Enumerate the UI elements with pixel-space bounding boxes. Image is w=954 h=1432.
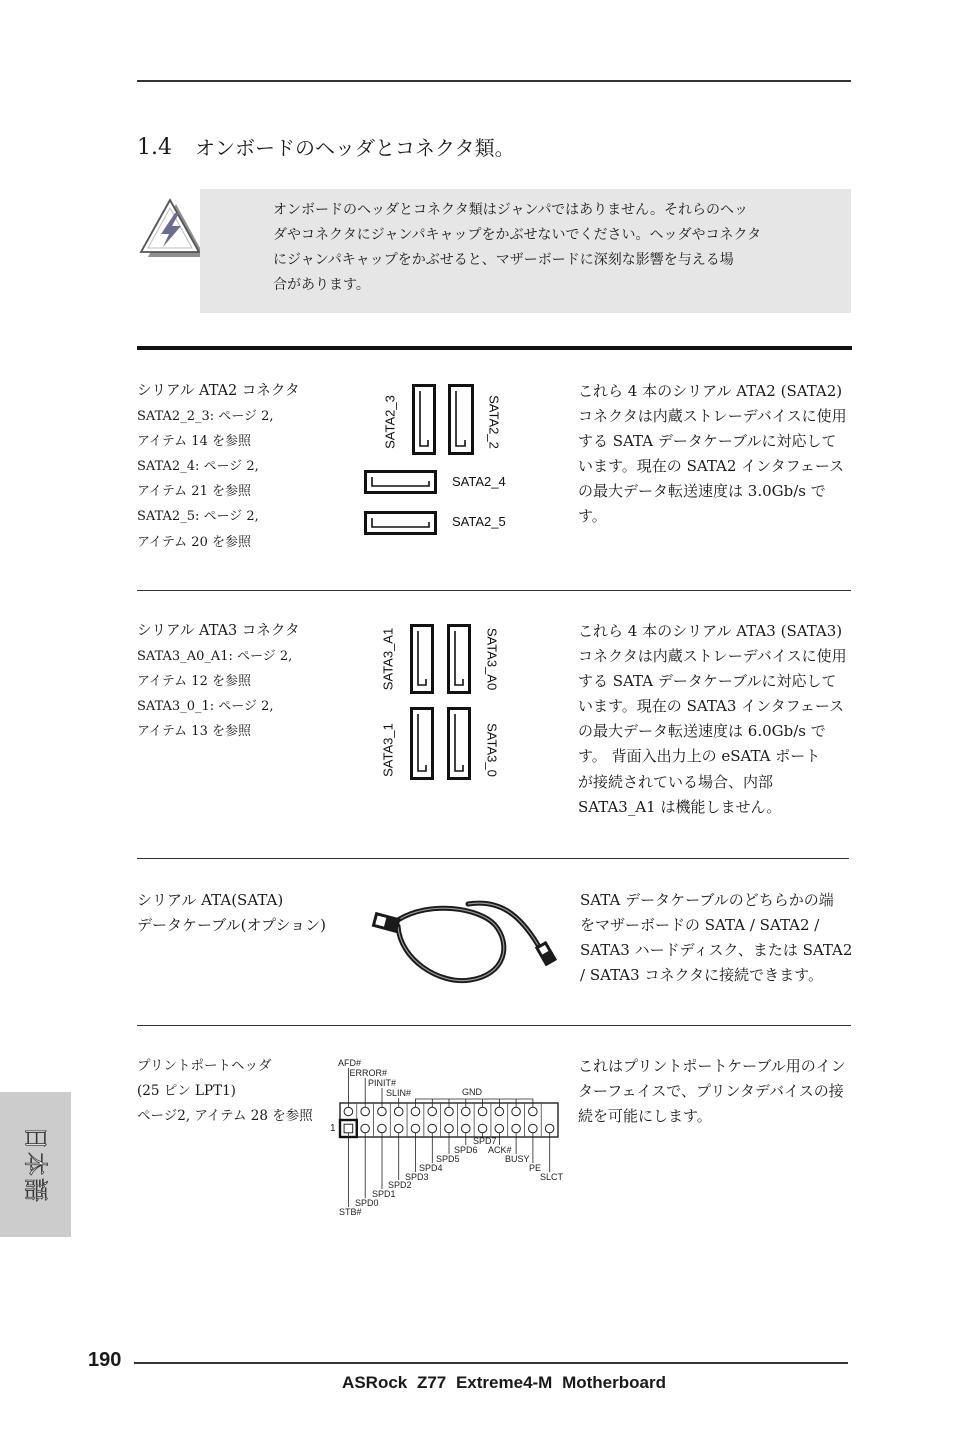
description-line: 続を可能にします。 <box>578 1106 712 1125</box>
pin <box>495 1124 504 1133</box>
connector-label: SATA2_5 <box>452 514 506 529</box>
description-line: コネクタは内蔵ストレーデバイスに使用 <box>578 406 847 425</box>
sata2-ref-line: アイテム 21 を参照 <box>137 484 251 500</box>
cable-loop <box>398 903 538 981</box>
sata2-ref-line: SATA2_5: ページ 2, <box>137 509 259 525</box>
description-line: する SATA データケーブルに対応して <box>578 431 837 450</box>
description-line: コネクタは内蔵ストレーデバイスに使用 <box>578 646 847 665</box>
section-number: 1.4 <box>137 135 172 160</box>
connector-label: SATA3_A0 <box>484 627 500 691</box>
sata2-5-connector <box>366 513 436 534</box>
connector-label: SATA2_2 <box>486 395 502 449</box>
description-line: す。 背面入出力上の eSATA ポート <box>578 747 821 766</box>
sata2-ref-line: SATA2_2_3: ページ 2, <box>137 408 274 424</box>
page-number: 190 <box>88 1349 122 1371</box>
pin-label: STB# <box>339 1207 362 1217</box>
language-tab-label: 日本語 <box>21 1126 50 1204</box>
pin <box>344 1107 353 1116</box>
pin <box>478 1124 487 1133</box>
pin <box>529 1124 538 1133</box>
lpt-ref-line: (25 ピン LPT1) <box>137 1082 236 1099</box>
pin <box>461 1107 470 1116</box>
pin-1 <box>344 1124 353 1133</box>
description-line: SATA データケーブルのどちらかの端 <box>580 890 834 909</box>
description-line: これはプリントポートケーブル用のイン <box>578 1056 846 1075</box>
sata3-0-connector <box>449 709 470 779</box>
description-line: をマザーボードの SATA / SATA2 / <box>580 915 820 934</box>
lpt-header-diagram <box>325 1050 570 1220</box>
section-divider <box>137 858 849 859</box>
pin <box>529 1107 538 1116</box>
sata2-2-connector <box>450 386 473 454</box>
description-line: / SATA3 コネクタに接続できます。 <box>580 966 823 985</box>
description-line: が接続されている場合、内部 <box>578 772 774 791</box>
description-line: これら 4 本のシリアル ATA2 (SATA2) <box>578 381 843 400</box>
description-line: SATA3_A1 は機能しません。 <box>578 797 782 816</box>
sata-cable-description <box>580 888 852 989</box>
pin <box>545 1124 554 1133</box>
connector-label: SATA3_1 <box>380 723 396 777</box>
description-line: する SATA データケーブルに対応して <box>578 671 837 690</box>
sata3-a1-connector <box>412 626 433 693</box>
pin-label: SPD1 <box>372 1189 396 1199</box>
pin-label: BUSY <box>505 1154 530 1164</box>
cable-plug-left <box>372 912 401 933</box>
warning-text <box>273 198 761 298</box>
pin <box>445 1124 454 1133</box>
warning-line: にジャンパキャップをかぶせると、マザーボードに深刻な影響を与える場 <box>273 251 734 268</box>
pin1-label: 1 <box>330 1123 336 1134</box>
description-line: の最大データ転送速度は 3.0Gb/s で <box>578 482 826 501</box>
sata2-ref-line: SATA2_4: ページ 2, <box>137 459 259 475</box>
sata3-title: シリアル ATA3 コネクタ <box>137 622 300 639</box>
pin-label: ERROR# <box>349 1068 388 1078</box>
sata2-connector-diagram <box>355 380 520 540</box>
pin-label: SPD0 <box>355 1198 379 1208</box>
sata2-ref-line: アイテム 20 を参照 <box>137 534 251 550</box>
description-line: SATA3 ハードディスク、または SATA2 <box>580 940 853 959</box>
pin <box>512 1124 521 1133</box>
sata2-description <box>578 379 847 530</box>
thick-rule <box>137 346 852 350</box>
sata2-3-connector <box>414 386 435 454</box>
warning-line: 合があります。 <box>273 276 370 293</box>
warning-line: オンボードのヘッダとコネクタ類はジャンパではありません。それらのヘッ <box>273 201 749 218</box>
description-line: す。 <box>578 507 607 526</box>
connector-label: SATA2_3 <box>382 395 398 449</box>
description-line: ターフェイスで、プリンタデバイスの接 <box>578 1081 844 1100</box>
pin <box>495 1107 504 1116</box>
footer-product-name: ASRock Z77 Extreme4-M Motherboard <box>342 1373 666 1392</box>
description-line: これら 4 本のシリアル ATA3 (SATA3) <box>578 621 843 640</box>
pin-label: PINIT# <box>368 1078 397 1088</box>
section-divider <box>137 1025 851 1026</box>
sata3-ref-line: アイテム 12 を参照 <box>137 673 251 689</box>
sata3-ref-line: SATA3_A0_A1: ページ 2, <box>137 648 293 664</box>
warning-triangle-icon <box>135 195 207 261</box>
lpt-reference <box>137 1054 313 1130</box>
description-line: の最大データ転送速度は 6.0Gb/s で <box>578 722 826 741</box>
pin <box>411 1124 420 1133</box>
sata-cable-illustration <box>365 893 560 988</box>
footer-rule <box>134 1362 848 1364</box>
pin-label: SLCT <box>540 1172 564 1182</box>
top-rule <box>137 80 851 82</box>
pin-label: ACK# <box>488 1145 512 1155</box>
pin <box>378 1107 387 1116</box>
pin-label: SLIN# <box>386 1088 412 1098</box>
pin-label: SPD6 <box>454 1145 478 1155</box>
pin-label: SPD5 <box>436 1154 460 1164</box>
sata3-description <box>578 619 847 821</box>
lpt-title: プリントポートヘッダ <box>137 1057 272 1074</box>
sata3-a0-connector <box>449 626 470 693</box>
pin-label: SPD7 <box>473 1136 497 1146</box>
lpt-ref-line: ページ2, アイテム 28 を参照 <box>137 1107 313 1124</box>
pin <box>411 1107 420 1116</box>
pin <box>428 1124 437 1133</box>
pin <box>445 1107 454 1116</box>
lpt-description <box>578 1054 846 1130</box>
sata3-connector-diagram <box>375 618 505 786</box>
description-line: います。現在の SATA2 インタフェース <box>578 457 845 476</box>
sata2-title: シリアル ATA2 コネクタ <box>137 382 300 399</box>
pin-label: AFD# <box>338 1058 362 1068</box>
pin <box>361 1124 370 1133</box>
pin-label: GND <box>462 1087 482 1097</box>
connector-label: SATA2_4 <box>452 474 506 489</box>
sata-cable-title <box>137 888 326 938</box>
pin <box>394 1107 403 1116</box>
pin-label: SPD3 <box>405 1172 429 1182</box>
sata2-ref-line: アイテム 14 を参照 <box>137 433 251 449</box>
pin <box>378 1124 387 1133</box>
sata3-1-connector <box>412 709 433 779</box>
pin <box>428 1107 437 1116</box>
pin <box>512 1107 521 1116</box>
sata3-ref-line: SATA3_0_1: ページ 2, <box>137 699 274 715</box>
connector-label: SATA3_A1 <box>380 627 396 691</box>
pin <box>361 1107 370 1116</box>
cable-title-line: データケーブル(オプション) <box>137 915 327 934</box>
sata3-ref-line: アイテム 13 を参照 <box>137 724 251 740</box>
section-title: オンボードのヘッダとコネクタ類。 <box>195 136 515 160</box>
pin-label: SPD4 <box>419 1163 443 1173</box>
pin-label: SPD2 <box>388 1180 412 1190</box>
pin-header <box>340 1103 558 1137</box>
language-tab <box>0 1092 71 1237</box>
sata2-4-connector <box>366 472 436 493</box>
cable-title-line: シリアル ATA(SATA) <box>137 890 284 909</box>
connector-label: SATA3_0 <box>484 723 500 777</box>
description-line: います。現在の SATA3 インタフェース <box>578 697 845 716</box>
pin <box>478 1107 487 1116</box>
sata3-reference <box>137 619 300 745</box>
pin-label: PE <box>529 1163 542 1173</box>
pin <box>461 1124 470 1133</box>
sata2-reference <box>137 379 300 555</box>
warning-line: ダやコネクタにジャンパキャップをかぶせないでください。ヘッダやコネクタ <box>273 226 762 243</box>
pin <box>394 1124 403 1133</box>
section-divider <box>137 590 851 591</box>
